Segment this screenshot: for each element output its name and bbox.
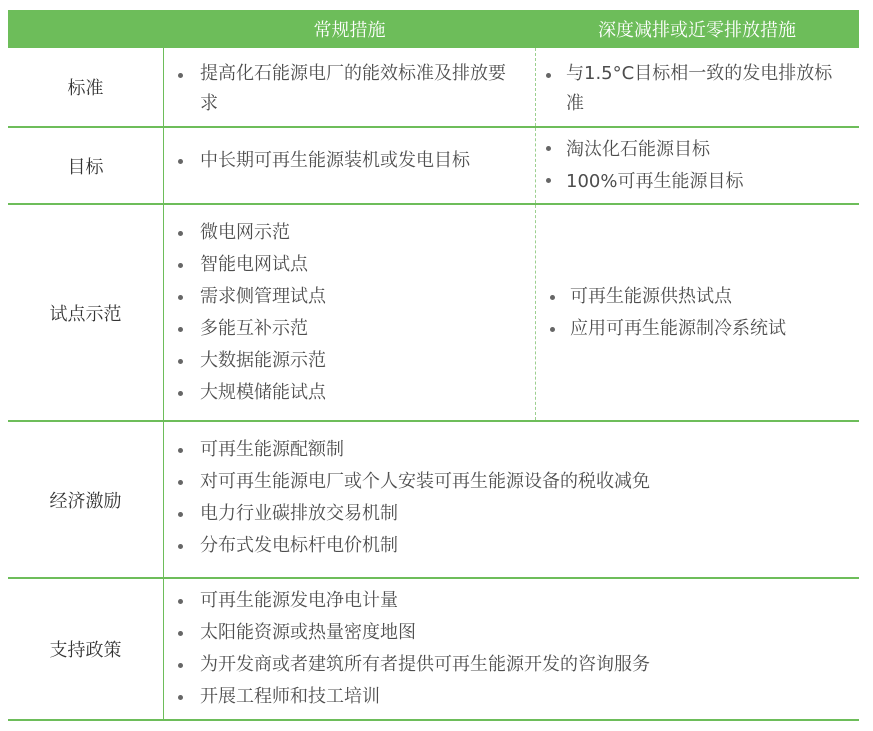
list-item: 分布式发电标杆电价机制 [174, 530, 859, 562]
row-label: 目标 [8, 128, 164, 203]
list-item: 对可再生能源电厂或个人安装可再生能源设备的税收减免 [174, 466, 859, 498]
list-item: 需求侧管理试点 [174, 281, 535, 313]
list-item: 可再生能源配额制 [174, 434, 859, 466]
bullet-icon [178, 327, 183, 332]
bullet-icon [178, 391, 183, 396]
bullet-icon [178, 73, 183, 78]
table-row [8, 579, 859, 721]
bullet-icon [546, 73, 551, 78]
list-item: 可再生能源发电净电计量 [174, 585, 859, 617]
header-deep-reduction-measures: 深度减排或近零排放措施 [598, 20, 796, 41]
header-conventional-measures: 常规措施 [313, 20, 386, 41]
deep-reduction-cell [535, 48, 859, 126]
bullet-icon [178, 159, 183, 164]
list-item: 电力行业碳排放交易机制 [174, 498, 859, 530]
conventional-cell [164, 48, 535, 126]
list-item: 大数据能源示范 [174, 345, 535, 377]
deep-reduction-cell [535, 128, 859, 203]
list-item: 淘汰化石能源目标 [544, 134, 859, 166]
table-row [8, 205, 859, 422]
bullet-list [174, 217, 535, 409]
bullet-icon [178, 544, 183, 549]
bullet-icon [546, 146, 551, 151]
table-row [8, 48, 859, 128]
deep-reduction-cell [535, 205, 859, 420]
bullet-list [544, 134, 859, 198]
bullet-icon [178, 231, 183, 236]
list-item: 100%可再生能源目标 [544, 166, 859, 198]
row-label: 试点示范 [8, 205, 164, 420]
table-row [8, 128, 859, 205]
row-label: 经济激励 [8, 422, 164, 577]
list-item: 智能电网试点 [174, 249, 535, 281]
list-item: 提高化石能源电厂的能效标准及排放要求 [174, 59, 520, 119]
merged-cell [164, 579, 859, 719]
bullet-icon [178, 599, 183, 604]
list-item: 开展工程师和技工培训 [174, 681, 859, 713]
bullet-list [544, 59, 859, 119]
bullet-icon [546, 178, 551, 183]
bullet-icon [178, 448, 183, 453]
policy-table [8, 10, 859, 721]
row-label: 标准 [8, 48, 164, 126]
bullet-icon [178, 663, 183, 668]
merged-cell [164, 422, 859, 577]
list-item: 微电网示范 [174, 217, 535, 249]
conventional-cell [164, 205, 535, 420]
table-header [8, 10, 859, 48]
bullet-icon [178, 480, 183, 485]
bullet-icon [550, 295, 555, 300]
bullet-icon [178, 695, 183, 700]
bullet-icon [178, 359, 183, 364]
bullet-list [174, 145, 535, 177]
bullet-list [174, 434, 859, 562]
list-item: 为开发商或者建筑所有者提供可再生能源开发的咨询服务 [174, 649, 859, 681]
bullet-icon [550, 327, 555, 332]
bullet-icon [178, 263, 183, 268]
conventional-cell [164, 128, 535, 203]
table-row [8, 422, 859, 579]
bullet-icon [178, 295, 183, 300]
list-item: 应用可再生能源制冷系统试 [546, 313, 859, 345]
list-item: 与1.5°C目标相一致的发电排放标准 [544, 59, 846, 119]
bullet-icon [178, 512, 183, 517]
bullet-icon [178, 631, 183, 636]
bullet-list [174, 585, 859, 713]
bullet-list [174, 59, 535, 119]
row-label: 支持政策 [8, 579, 164, 719]
list-item: 太阳能资源或热量密度地图 [174, 617, 859, 649]
list-item: 大规模储能试点 [174, 377, 535, 409]
bullet-list [546, 281, 859, 345]
list-item: 多能互补示范 [174, 313, 535, 345]
list-item: 中长期可再生能源装机或发电目标 [174, 145, 535, 177]
list-item: 可再生能源供热试点 [546, 281, 859, 313]
